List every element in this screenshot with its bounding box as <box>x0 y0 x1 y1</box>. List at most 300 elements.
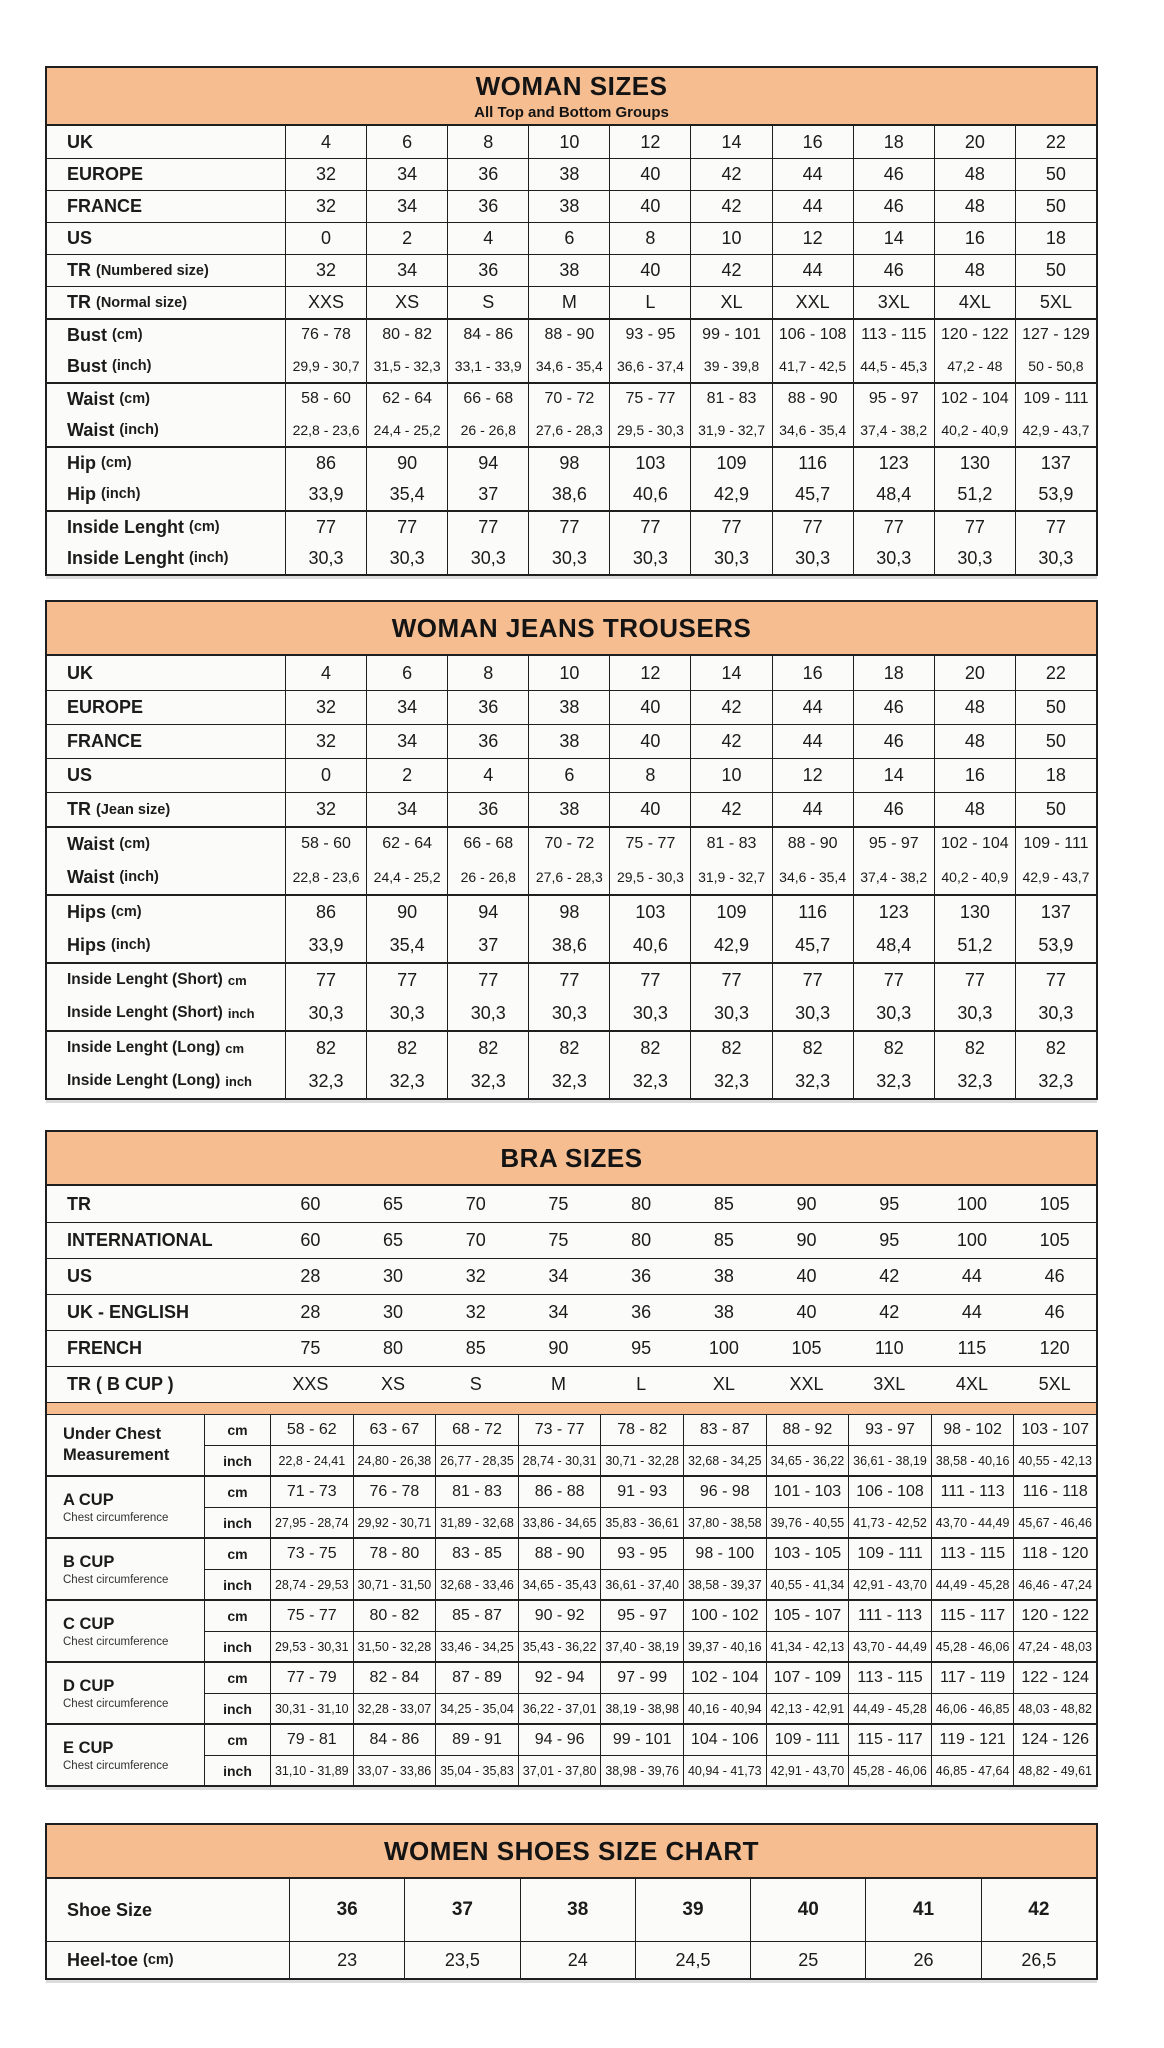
value-cell: 30,3 <box>366 542 447 574</box>
row-label-main: TR ( B CUP ) <box>67 1374 174 1394</box>
value-cell: 95 - 97 <box>853 828 934 860</box>
value-cell: 38,58 - 39,37 <box>683 1570 766 1599</box>
table-row <box>47 1330 1096 1366</box>
value-cell: 77 <box>447 512 528 542</box>
value-cell: 32,3 <box>1015 1064 1096 1098</box>
woman-sizes-title: WOMAN SIZES <box>475 71 668 101</box>
value-cell: 10 <box>528 126 609 158</box>
row-label-main: Hip <box>67 483 96 504</box>
value-cell: 77 <box>690 512 771 542</box>
value-cell: 42 <box>690 191 771 222</box>
row-label <box>47 478 285 510</box>
value-cell: 24,4 - 25,2 <box>366 414 447 446</box>
value-cell: 20 <box>934 656 1015 690</box>
unit-cell: cm <box>204 1663 270 1693</box>
row-label <box>47 1331 269 1366</box>
value-cell: 32 <box>285 255 366 286</box>
value-cell: 37,4 - 38,2 <box>853 414 934 446</box>
value-cell: 40,16 - 40,94 <box>683 1694 766 1723</box>
value-cell: 109 - 111 <box>848 1539 931 1569</box>
value-cell: 107 - 109 <box>766 1663 849 1693</box>
row-label-main: FRANCE <box>67 731 142 751</box>
value-cell: 36 <box>447 691 528 724</box>
value-cell: 90 <box>796 1193 817 1214</box>
value-cell: 36 <box>631 1266 652 1286</box>
cup-row <box>204 1477 1096 1507</box>
row-label-main: UK - ENGLISH <box>67 1302 190 1322</box>
value-cell: 46,46 - 47,24 <box>1013 1570 1096 1599</box>
cup-row <box>204 1693 1096 1723</box>
value-cell: 30,3 <box>366 996 447 1030</box>
value-cell: 40 <box>609 725 690 758</box>
row-label-main: Hips <box>67 934 107 955</box>
value-cell: 44,49 - 45,28 <box>931 1570 1014 1599</box>
value-cell: 40,94 - 41,73 <box>683 1756 766 1785</box>
value-cell: 34,6 - 35,4 <box>772 414 853 446</box>
value-cell: L <box>609 287 690 318</box>
value-cell: 95 - 97 <box>600 1601 683 1631</box>
unit-cell: cm <box>204 1415 270 1445</box>
value-cell: 94 <box>447 896 528 928</box>
value-cell: 28,74 - 29,53 <box>270 1570 353 1599</box>
value-cell: 45,7 <box>772 928 853 962</box>
value-cell: 40 <box>609 255 690 286</box>
value-cell: 38,19 - 38,98 <box>600 1694 683 1723</box>
value-cell: 2 <box>366 223 447 254</box>
value-cell: 77 <box>772 512 853 542</box>
value-cell: 30,71 - 32,28 <box>600 1446 683 1475</box>
cup-row <box>204 1601 1096 1631</box>
row-label-sub: (Jean size) <box>96 801 171 818</box>
row-label-sub: (cm) <box>143 1952 174 1968</box>
row-label <box>47 793 285 826</box>
woman-sizes-rows <box>47 126 1096 574</box>
cup-group <box>47 1415 1096 1475</box>
value-cell: 31,50 - 32,28 <box>353 1632 436 1661</box>
value-cell: 50 <box>1015 255 1096 286</box>
unit-cell: cm <box>204 1725 270 1755</box>
unit-cell: cm <box>204 1539 270 1569</box>
value-cell: 12 <box>772 223 853 254</box>
value-cell: 33,46 - 34,25 <box>435 1632 518 1661</box>
value-cell: 30,3 <box>853 996 934 1030</box>
value-cell: 40,2 - 40,9 <box>934 860 1015 894</box>
jeans-trousers-header <box>47 602 1096 656</box>
value-cell: 48 <box>934 691 1015 724</box>
value-cell: 18 <box>1015 223 1096 254</box>
value-cell: 102 - 104 <box>934 384 1015 414</box>
row-label-sub: cm <box>227 972 247 988</box>
value-cell: 51,2 <box>934 478 1015 510</box>
cup-row <box>204 1415 1096 1445</box>
value-cell: 91 - 93 <box>600 1477 683 1507</box>
value-cell: 28,74 - 30,31 <box>518 1446 601 1475</box>
value-cell: 33,9 <box>285 928 366 962</box>
table-row <box>47 254 1096 286</box>
value-cell: 40 <box>609 191 690 222</box>
row-label-main: Bust <box>67 324 107 345</box>
value-cell: 77 <box>528 512 609 542</box>
value-cell: 115 - 117 <box>931 1601 1014 1631</box>
woman-sizes-subtitle: All Top and Bottom Groups <box>474 104 669 121</box>
row-label-main: Waist <box>67 419 115 440</box>
value-cell: 30,3 <box>690 542 771 574</box>
value-cell: 46 <box>853 793 934 826</box>
value-cell: 103 <box>609 448 690 478</box>
value-cell: 48 <box>934 159 1015 190</box>
table-row <box>47 286 1096 318</box>
cup-row <box>204 1631 1096 1661</box>
row-label <box>47 928 285 962</box>
value-cell: 42 <box>690 255 771 286</box>
cup-rows-wrap <box>204 1415 1096 1475</box>
value-cell: 30,3 <box>934 996 1015 1030</box>
row-label-sub: (inch) <box>119 422 159 438</box>
table-row <box>47 1258 1096 1294</box>
value-cell: 82 - 84 <box>353 1663 436 1693</box>
value-cell: 39,76 - 40,55 <box>766 1508 849 1537</box>
row-label <box>47 964 285 996</box>
table-row <box>47 690 1096 724</box>
bra-conversion-rows <box>47 1186 1096 1402</box>
value-cell: 30,3 <box>447 542 528 574</box>
bra-cup-rows <box>47 1415 1096 1785</box>
value-cell: 22 <box>1015 656 1096 690</box>
jeans-trousers-title: WOMAN JEANS TROUSERS <box>391 612 752 643</box>
value-cell: 53,9 <box>1015 478 1096 510</box>
value-cell: 44 <box>772 159 853 190</box>
value-cell: 82 <box>853 1032 934 1064</box>
value-cell: 70 <box>465 1230 486 1250</box>
cup-row <box>204 1725 1096 1755</box>
value-cell: 77 <box>366 964 447 996</box>
value-cell: 30,3 <box>772 542 853 574</box>
cup-rows-wrap <box>204 1601 1096 1661</box>
value-cell: 26 - 26,8 <box>447 860 528 894</box>
value-cell: 88 - 92 <box>766 1415 849 1445</box>
value-cell: 85 <box>465 1338 486 1358</box>
value-cell: 34,6 - 35,4 <box>528 350 609 382</box>
row-label <box>47 725 285 758</box>
value-cell: 45,28 - 46,06 <box>931 1632 1014 1661</box>
table-row <box>47 158 1096 190</box>
row-label <box>47 512 285 542</box>
value-cell: 34,65 - 36,22 <box>766 1446 849 1475</box>
row-label-main: FRENCH <box>67 1338 142 1358</box>
value-cell: 46 <box>853 691 934 724</box>
value-cell: 120 - 122 <box>934 320 1015 350</box>
table-row <box>47 446 1096 478</box>
row-label <box>47 996 285 1030</box>
value-cell: 101 - 103 <box>766 1477 849 1507</box>
cup-name: D CUP <box>63 1676 115 1695</box>
value-cell: 42 <box>981 1879 1096 1941</box>
value-cell: 68 - 72 <box>435 1415 518 1445</box>
value-cell: 36 <box>447 191 528 222</box>
cup-group <box>47 1599 1096 1661</box>
value-cell: 45,7 <box>772 478 853 510</box>
value-cell: 31,10 - 31,89 <box>270 1756 353 1785</box>
value-cell: 20 <box>934 126 1015 158</box>
value-cell: 3XL <box>853 287 934 318</box>
value-cell: 75 - 77 <box>609 384 690 414</box>
value-cell: 99 - 101 <box>600 1725 683 1755</box>
cup-label <box>47 1601 204 1661</box>
value-cell: 109 <box>690 896 771 928</box>
value-cell: 14 <box>853 759 934 792</box>
value-cell: 30,3 <box>1015 996 1096 1030</box>
value-cell: 106 - 108 <box>772 320 853 350</box>
row-label-main: TR <box>67 1193 91 1214</box>
cup-label <box>47 1477 204 1537</box>
row-label-sub: (cm) <box>111 904 142 920</box>
value-cell: 32,68 - 33,46 <box>435 1570 518 1599</box>
value-cell: 32,3 <box>528 1064 609 1098</box>
value-cell: 103 - 107 <box>1013 1415 1096 1445</box>
unit-cell: inch <box>204 1756 270 1785</box>
value-cell: 32,28 - 33,07 <box>353 1694 436 1723</box>
value-cell: 98 - 100 <box>683 1539 766 1569</box>
value-cell: 42 <box>690 691 771 724</box>
value-cell: 40 <box>609 793 690 826</box>
value-cell: 32,3 <box>366 1064 447 1098</box>
value-cell: 34 <box>366 159 447 190</box>
value-cell: 22,8 - 23,6 <box>285 860 366 894</box>
row-label-main: Inside Lenght (Short) <box>67 1004 223 1021</box>
row-label-main: Inside Lenght (Short) <box>67 971 223 988</box>
cup-label <box>47 1663 204 1723</box>
value-cell: 30,3 <box>528 542 609 574</box>
value-cell: 41,34 - 42,13 <box>766 1632 849 1661</box>
row-label-main: EUROPE <box>67 164 144 184</box>
value-cell: 77 <box>447 964 528 996</box>
value-cell: 81 - 83 <box>690 384 771 414</box>
value-cell: 77 <box>772 964 853 996</box>
value-cell: 78 - 82 <box>600 1415 683 1445</box>
value-cell: 48 <box>934 255 1015 286</box>
value-cell: 34,6 - 35,4 <box>772 860 853 894</box>
value-cell: 82 <box>609 1032 690 1064</box>
row-label-main: UK <box>67 131 93 152</box>
value-cell: 109 <box>690 448 771 478</box>
value-cell: 26 <box>865 1942 980 1978</box>
row-label <box>47 1064 285 1098</box>
value-cell: 80 <box>383 1338 404 1358</box>
value-cell: 10 <box>690 759 771 792</box>
value-cell: 70 - 72 <box>528 384 609 414</box>
value-cell: 80 - 82 <box>366 320 447 350</box>
row-label <box>47 320 285 350</box>
value-cell: 103 <box>609 896 690 928</box>
value-cell: 78 - 80 <box>353 1539 436 1569</box>
value-cell: 100 <box>956 1230 987 1250</box>
table-row <box>47 510 1096 542</box>
value-cell: 29,92 - 30,71 <box>353 1508 436 1537</box>
value-cell: 36 <box>631 1302 652 1322</box>
value-cell: 105 <box>1039 1193 1070 1214</box>
value-cell: 30,3 <box>772 996 853 1030</box>
bra-sizes-table <box>45 1130 1098 1787</box>
value-cell: 73 - 75 <box>270 1539 353 1569</box>
row-label-sub: cm <box>225 1040 245 1056</box>
value-cell: 34,25 - 35,04 <box>435 1694 518 1723</box>
value-cell: 44,5 - 45,3 <box>853 350 934 382</box>
table-row <box>47 792 1096 826</box>
value-cell: 82 <box>528 1032 609 1064</box>
value-cell: 36,61 - 37,40 <box>600 1570 683 1599</box>
row-label <box>47 759 285 792</box>
value-cell: 43,70 - 44,49 <box>931 1508 1014 1537</box>
value-cell: 30,3 <box>1015 542 1096 574</box>
value-cell: 42 <box>879 1266 900 1286</box>
table-row <box>47 656 1096 690</box>
value-cell: 14 <box>853 223 934 254</box>
value-cell: M <box>528 287 609 318</box>
value-cell: 94 - 96 <box>518 1725 601 1755</box>
value-cell: 39 - 39,8 <box>690 350 771 382</box>
value-cell: 38 <box>713 1266 734 1286</box>
unit-cell: cm <box>204 1477 270 1507</box>
value-cell: 24,4 - 25,2 <box>366 860 447 894</box>
cup-rows-wrap <box>204 1725 1096 1785</box>
value-cell: 34 <box>548 1266 569 1286</box>
value-cell: 82 <box>1015 1032 1096 1064</box>
value-cell: 42,9 <box>690 478 771 510</box>
value-cell: 34 <box>366 191 447 222</box>
row-label-main: US <box>67 1266 93 1286</box>
value-cell: 29,5 - 30,3 <box>609 414 690 446</box>
row-label <box>47 448 285 478</box>
value-cell: 32,3 <box>285 1064 366 1098</box>
value-cell: 109 - 111 <box>1015 828 1096 860</box>
row-label-main: TR <box>67 292 91 312</box>
value-cell: 58 - 60 <box>285 828 366 860</box>
value-cell: XL <box>690 287 771 318</box>
row-label <box>47 1032 285 1064</box>
value-cell: 10 <box>690 223 771 254</box>
value-cell: 40 <box>609 691 690 724</box>
cup-group <box>47 1475 1096 1537</box>
row-label-main: EUROPE <box>67 697 144 717</box>
value-cell: 58 - 62 <box>270 1415 353 1445</box>
value-cell: 87 - 89 <box>435 1663 518 1693</box>
value-cell: 75 - 77 <box>270 1601 353 1631</box>
row-label <box>47 1186 269 1222</box>
row-label-main: Inside Lenght (Long) <box>67 1072 221 1089</box>
value-cell: 32 <box>285 691 366 724</box>
table-row <box>47 190 1096 222</box>
value-cell: 90 <box>796 1230 817 1250</box>
value-cell: 37,01 - 37,80 <box>518 1756 601 1785</box>
value-cell: 60 <box>300 1230 321 1250</box>
value-cell: 29,5 - 30,3 <box>609 860 690 894</box>
value-cell: 46 <box>1044 1302 1065 1322</box>
value-cell: 82 <box>366 1032 447 1064</box>
cup-name: Under Chest Measurement <box>63 1425 170 1464</box>
value-cell: 38,58 - 40,16 <box>931 1446 1014 1475</box>
cup-rows-wrap <box>204 1663 1096 1723</box>
value-cell: 44 <box>961 1266 982 1286</box>
value-cell: 6 <box>528 223 609 254</box>
value-cell: 85 - 87 <box>435 1601 518 1631</box>
value-cell: 37,80 - 38,58 <box>683 1508 766 1537</box>
value-cell: 113 - 115 <box>848 1663 931 1693</box>
value-cell: 90 <box>548 1338 569 1358</box>
value-cell: 10 <box>528 656 609 690</box>
value-cell: 40,6 <box>609 478 690 510</box>
value-cell: 86 <box>285 896 366 928</box>
value-cell: 115 - 117 <box>848 1725 931 1755</box>
value-cell: 6 <box>366 126 447 158</box>
value-cell: 60 <box>300 1193 321 1214</box>
value-cell: 44 <box>772 191 853 222</box>
row-label <box>47 691 285 724</box>
value-cell: 34 <box>366 793 447 826</box>
row-label-main: INTERNATIONAL <box>67 1230 213 1250</box>
value-cell: 22 <box>1015 126 1096 158</box>
value-cell: 27,6 - 28,3 <box>528 860 609 894</box>
value-cell: 77 <box>285 512 366 542</box>
value-cell: 32 <box>285 191 366 222</box>
value-cell: 115 <box>957 1338 987 1358</box>
row-label-sub: (inch) <box>119 869 159 885</box>
table-row <box>47 1222 1096 1258</box>
value-cell: 75 <box>548 1230 569 1250</box>
value-cell: 102 - 104 <box>934 828 1015 860</box>
row-label <box>47 860 285 894</box>
value-cell: 111 - 113 <box>931 1477 1014 1507</box>
value-cell: 92 - 94 <box>518 1663 601 1693</box>
value-cell: 40,6 <box>609 928 690 962</box>
value-cell: 14 <box>690 126 771 158</box>
table-row <box>47 318 1096 350</box>
table-row <box>47 758 1096 792</box>
value-cell: 36 <box>289 1879 404 1941</box>
table-row <box>47 478 1096 510</box>
value-cell: 38 <box>528 255 609 286</box>
row-label <box>47 287 285 318</box>
value-cell: 42,91 - 43,70 <box>766 1756 849 1785</box>
value-cell: 100 <box>956 1193 987 1214</box>
value-cell: 98 <box>528 896 609 928</box>
value-cell: 65 <box>383 1193 404 1214</box>
value-cell: 51,2 <box>934 928 1015 962</box>
value-cell: 88 - 90 <box>772 828 853 860</box>
value-cell: 42,13 - 42,91 <box>766 1694 849 1723</box>
value-cell: 32 <box>285 793 366 826</box>
value-cell: 38 <box>520 1879 635 1941</box>
value-cell: 53,9 <box>1015 928 1096 962</box>
row-label-main: Heel-toe <box>67 1949 139 1970</box>
value-cell: 37 <box>447 478 528 510</box>
value-cell: 106 - 108 <box>848 1477 931 1507</box>
value-cell: 44 <box>772 255 853 286</box>
row-label-main: TR <box>67 260 91 280</box>
value-cell: 77 <box>609 512 690 542</box>
value-cell: 38 <box>528 191 609 222</box>
value-cell: 137 <box>1015 896 1096 928</box>
row-label <box>47 223 285 254</box>
jeans-trousers-rows <box>47 656 1096 1098</box>
value-cell: 25 <box>750 1942 865 1978</box>
value-cell: 38,6 <box>528 478 609 510</box>
value-cell: 40,55 - 41,34 <box>766 1570 849 1599</box>
value-cell: 36 <box>447 725 528 758</box>
value-cell: 47,24 - 48,03 <box>1013 1632 1096 1661</box>
value-cell: 16 <box>934 759 1015 792</box>
shoes-size-title: WOMEN SHOES SIZE CHART <box>383 1835 759 1866</box>
value-cell: 100 <box>708 1338 739 1358</box>
